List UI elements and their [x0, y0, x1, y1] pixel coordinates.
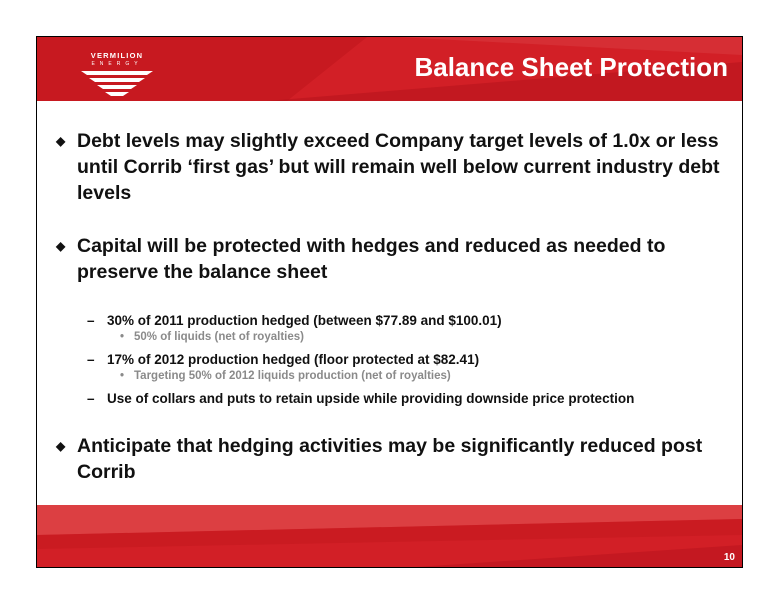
bullet-item	[49, 128, 739, 206]
logo-chevron-icon	[77, 69, 157, 101]
sub-sub-bullet-item	[49, 369, 739, 383]
bullet-text: Anticipate that hedging activities may be significantly reduced post Corrib	[77, 435, 703, 483]
slide	[36, 36, 743, 568]
slide-content	[49, 128, 739, 485]
dash-marker: –	[87, 391, 95, 406]
sub-bullet-item	[49, 312, 739, 329]
bullet-item	[49, 433, 739, 485]
sub-sub-bullet-text: 50% of liquids (net of royalties)	[134, 331, 304, 343]
bullet-text: Capital will be protected with hedges and reduced as needed to preserve the balance sheet	[77, 235, 666, 283]
dash-marker: –	[87, 313, 95, 328]
footer-background	[37, 505, 742, 567]
sub-bullet-item	[49, 351, 739, 368]
page-number: 10	[723, 552, 735, 563]
footer-banner	[37, 505, 742, 567]
bullet-text: Debt levels may slightly exceed Company target levels of 1.0x or less until Corrib ‘first gas’ but will remain well below current industry debt levels	[77, 130, 720, 204]
dot-marker: •	[120, 370, 125, 382]
bullet-item	[49, 233, 739, 285]
diamond-bullet-icon: ◆	[56, 439, 66, 453]
diamond-bullet-icon: ◆	[56, 239, 66, 253]
vermilion-logo	[77, 51, 157, 101]
dash-marker: –	[87, 352, 95, 367]
logo-wordmark: VERMILION	[90, 51, 144, 60]
sub-sub-bullet-text: Targeting 50% of 2012 liquids production (net of royalties)	[134, 370, 451, 382]
sub-bullet-text: 30% of 2011 production hedged (between $77.89 and $100.01)	[107, 313, 502, 328]
diamond-bullet-icon: ◆	[56, 134, 66, 148]
sub-bullet-item	[49, 390, 739, 407]
header-banner	[37, 37, 742, 101]
sub-bullet-text: 17% of 2012 production hedged (floor protected at $82.41)	[107, 352, 480, 367]
dot-marker: •	[120, 331, 125, 343]
slide-title: Balance Sheet Protection	[414, 52, 728, 82]
sub-sub-bullet-item	[49, 330, 739, 344]
logo-subtext: ENERGY	[91, 61, 143, 67]
sub-bullet-text: Use of collars and puts to retain upside while providing downside price protection	[107, 391, 635, 406]
